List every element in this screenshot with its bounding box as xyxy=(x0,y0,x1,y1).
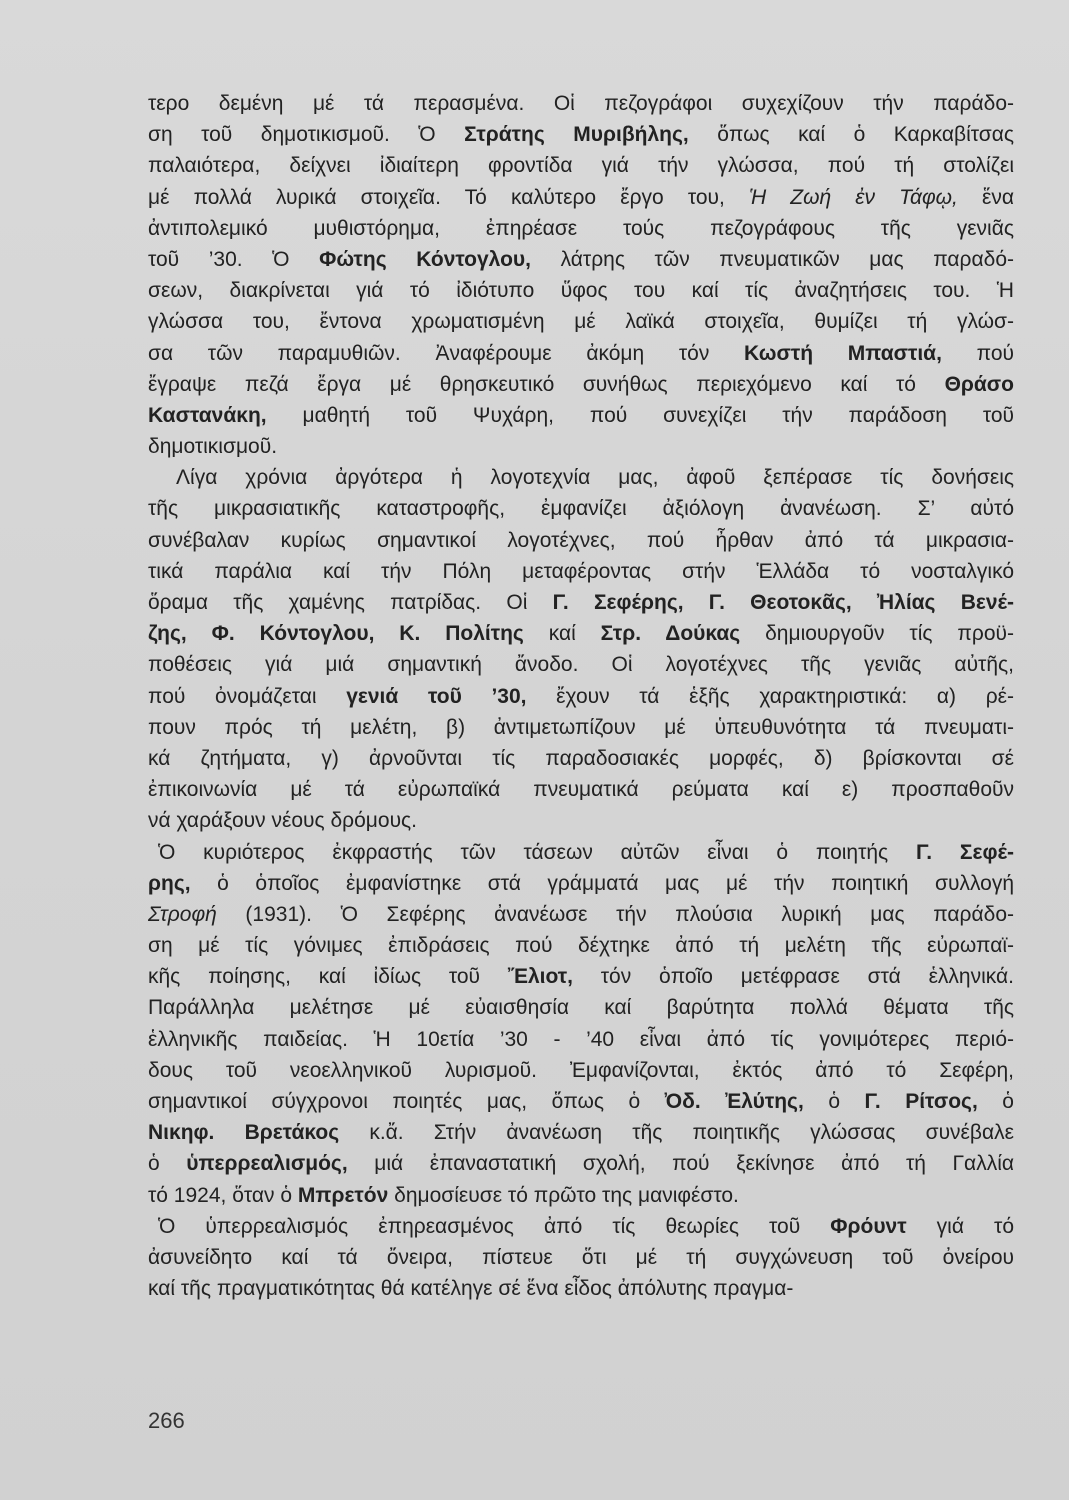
text-line xyxy=(148,681,1014,712)
text-run: γλώσσα του, ἔντονα χρωματισμένη μέ λαϊκά στοιχεῖα, θυμίζει τή γλώσ- xyxy=(148,310,1014,334)
bold-name: Στράτης Μυριβήλης, xyxy=(464,123,689,147)
text-line xyxy=(148,338,1014,369)
text-line xyxy=(148,805,1014,836)
text-line xyxy=(148,213,1014,244)
text-run: τό 1924, ὅταν ὁ xyxy=(148,1183,298,1207)
text-line xyxy=(148,369,1014,400)
text-line xyxy=(148,182,1014,213)
text-line xyxy=(148,1180,1014,1211)
text-line xyxy=(148,587,1014,618)
bold-name: γενιά τοῦ ’30, xyxy=(346,684,527,708)
text-run: σημαντικοί σύγχρονοι ποιητές μας, ὅπως ὁ xyxy=(148,1090,665,1113)
text-run: Λίγα χρόνια ἀργότερα ἡ λογοτεχνία μας, ἀφοῦ ξεπέρασε τίς δονήσεις xyxy=(176,466,1014,490)
text-run: πού xyxy=(941,341,1014,365)
text-run: ἐπικοινωνία μέ τά εὐρωπαϊκά πνευματικά ρεύματα καί ε) προσπαθοῦν xyxy=(148,778,1014,802)
text-run: ἀσυνείδητο καί τά ὄνειρα, πίστευε ὅτι μέ τή συγχώνευση τοῦ ὀνείρου xyxy=(148,1245,1014,1269)
bold-name: Φώτης Κόντογλου, xyxy=(319,247,531,271)
text-line xyxy=(148,868,1014,899)
bold-name: Μπρετόν xyxy=(297,1183,389,1207)
text-line xyxy=(148,556,1014,587)
bold-name: Ἔλιοτ, xyxy=(507,965,573,989)
text-line xyxy=(148,618,1014,649)
text-line xyxy=(148,1211,1014,1242)
text-line xyxy=(148,774,1014,805)
text-run: (1931). Ὁ Σεφέρης ἀνανέωσε τήν πλούσια λυρική μας παράδο- xyxy=(216,902,1014,926)
text-line xyxy=(148,837,1014,868)
text-line xyxy=(148,462,1014,493)
bold-name: Ὀδ. Ἐλύτης, xyxy=(664,1090,804,1113)
text-run: μέ πολλά λυρικά στοιχεῖα. Τό καλύτερο ἔργο του, xyxy=(148,185,749,209)
text-run: ὁ xyxy=(977,1090,1014,1113)
text-line xyxy=(148,1242,1014,1273)
text-run: κῆς ποίησης, καί ἰδίως τοῦ xyxy=(148,965,508,989)
text-run: μιά ἐπαναστατική σχολή, πού ξεκίνησε ἀπό τή Γαλλία xyxy=(347,1152,1015,1176)
text-line xyxy=(148,1148,1014,1179)
text-line xyxy=(148,1273,1014,1304)
text-line xyxy=(148,244,1014,275)
text-run: τοῦ ’30. Ὁ xyxy=(148,247,320,271)
text-run: ἔγραψε πεζά ἔργα μέ θρησκευτικό συνήθως περιεχόμενο καί τό xyxy=(148,372,945,396)
text-run: τερο δεμένη μέ τά περασμένα. Οἱ πεζογράφοι συχεχίζουν τήν παράδο- xyxy=(148,92,1014,115)
text-line xyxy=(148,150,1014,181)
text-run: ση μέ τίς γόνιμες ἐπιδράσεις πού δέχτηκε ἀπό τή μελέτη τῆς εὐρωπαϊ- xyxy=(148,934,1014,958)
text-line xyxy=(148,1024,1014,1055)
text-run: σα τῶν παραμυθιῶν. Ἀναφέρουμε ἀκόμη τόν xyxy=(148,341,745,365)
text-run: ἑλληνικῆς παιδείας. Ἡ 10ετία ’30 - ’40 εἶναι ἀπό τίς γονιμότερες περιό- xyxy=(148,1027,1014,1051)
text-line xyxy=(148,119,1014,150)
text-line xyxy=(148,88,1014,119)
bold-name: Καστανάκη, xyxy=(148,403,267,427)
bold-name: Κωστή Μπαστιά, xyxy=(744,341,942,365)
text-run: Ὁ κυριότερος ἐκφραστής τῶν τάσεων αὐτῶν εἶναι ὁ ποιητής xyxy=(158,840,916,864)
text-run: γιά τό xyxy=(906,1214,1014,1238)
text-line xyxy=(148,525,1014,556)
text-run: δημοσίευσε τό πρῶτο της μανιφέστο. xyxy=(388,1183,739,1207)
text-run: σεων, διακρίνεται γιά τό ἰδιότυπο ὕφος του καί τίς ἀναζητήσεις του. Ἡ xyxy=(148,279,1014,303)
text-run: ποθέσεις γιά μιά σημαντική ἄνοδο. Οἱ λογοτέχνες τῆς γενιᾶς αὐτῆς, xyxy=(148,653,1014,677)
text-run: Ὁ ὑπερρεαλισμός ἐπηρεασμένος ἀπό τίς θεωρίες τοῦ xyxy=(158,1214,831,1238)
text-run: παλαιότερα, δείχνει ἰδιαίτερη φροντίδα γιά τήν γλώσσα, πού τή στολίζει xyxy=(148,154,1014,178)
text-run: πού ὀνομάζεται xyxy=(148,684,347,708)
bold-name: Θράσο xyxy=(944,372,1014,396)
text-run: τόν ὁποῖο μετέφρασε στά ἑλληνικά. xyxy=(572,965,1014,989)
bold-name: Γ. Ρίτσος, xyxy=(864,1090,978,1113)
italic-title: Ἡ Ζωή ἐν Τάφῳ, xyxy=(748,185,958,209)
text-run: ἀντιπολεμικό μυθιστόρημα, ἐπηρέασε τούς πεζογράφους τῆς γενιᾶς xyxy=(148,216,1014,240)
text-line xyxy=(148,493,1014,524)
text-run: λάτρης τῶν πνευματικῶν μας παραδό- xyxy=(531,247,1014,271)
text-run: καί τῆς πραγματικότητας θά κατέληγε σέ ἕνα εἶδος ἀπόλυτης πραγμα- xyxy=(148,1277,794,1301)
text-run: ὁ xyxy=(148,1152,187,1176)
bold-name: Στρ. Δούκας xyxy=(600,622,741,646)
bold-name: Γ. Σεφέ- xyxy=(915,840,1014,864)
text-run: ὁ xyxy=(803,1090,865,1113)
text-run: ἔχουν τά ἑξῆς χαρακτηριστικά: α) ρέ- xyxy=(526,684,1014,708)
bold-name: Φρόυντ xyxy=(830,1214,907,1238)
bold-name: ρης, xyxy=(148,871,191,895)
text-run: μαθητή τοῦ Ψυχάρη, πού συνεχίζει τήν παράδοση τοῦ xyxy=(266,403,1014,427)
text-run: πουν πρός τή μελέτη, β) ἀντιμετωπίζουν μέ ὑπευθυνότητα τά πνευματι- xyxy=(148,715,1014,739)
text-line xyxy=(148,899,1014,930)
bold-name: Νικηφ. Βρετάκος xyxy=(148,1121,340,1145)
text-run: καί xyxy=(523,622,601,646)
text-run: ὁ ὁποῖος ἐμφανίστηκε στά γράμματά μας μέ τήν ποιητική συλλογή xyxy=(190,871,1014,895)
text-line xyxy=(148,275,1014,306)
text-run: Παράλληλα μελέτησε μέ εὐαισθησία καί βαρύτητα πολλά θέματα τῆς xyxy=(148,996,1014,1020)
text-line xyxy=(148,400,1014,431)
text-run: κά ζητήματα, γ) ἀρνοῦνται τίς παραδοσιακές μορφές, δ) βρίσκονται σέ xyxy=(148,746,1014,770)
text-line xyxy=(148,431,1014,462)
text-run: δημιουργοῦν τίς προϋ- xyxy=(740,622,1014,646)
text-line xyxy=(148,743,1014,774)
text-line xyxy=(148,930,1014,961)
text-line xyxy=(148,1086,1014,1117)
text-run: κ.ἄ. Στήν ἀνανέωση τῆς ποιητικῆς γλώσσας συνέβαλε xyxy=(339,1121,1014,1145)
text-run: ἕνα xyxy=(957,185,1014,209)
page-number: 266 xyxy=(148,1408,185,1433)
body-text xyxy=(148,88,1014,1304)
text-line xyxy=(148,712,1014,743)
text-line xyxy=(148,649,1014,680)
italic-title: Στροφή xyxy=(148,902,217,926)
text-run: συνέβαλαν κυρίως σημαντικοί λογοτέχνες, πού ἦρθαν ἀπό τά μικρασια- xyxy=(148,528,1014,552)
text-line xyxy=(148,306,1014,337)
bold-name: Γ. Σεφέρης, Γ. Θεοτοκᾶς, Ἠλίας Βενέ- xyxy=(552,591,1014,614)
text-run: τῆς μικρασιατικῆς καταστροφῆς, ἐμφανίζει ἀξιόλογη ἀνανέωση. Σ’ αὐτό xyxy=(148,497,1014,521)
text-line xyxy=(148,961,1014,992)
text-line xyxy=(148,1055,1014,1086)
bold-name: ζης, Φ. Κόντογλου, Κ. Πολίτης xyxy=(148,622,524,646)
text-run: δημοτικισμοῦ. xyxy=(148,435,278,459)
text-run: τικά παράλια καί τήν Πόλη μεταφέροντας στήν Ἑλλάδα τό νοσταλγικό xyxy=(148,559,1014,583)
text-run: νά χαράξουν νέους δρόμους. xyxy=(148,809,418,833)
bold-name: ὑπερρεαλισμός, xyxy=(186,1152,348,1176)
text-run: δους τοῦ νεοελληνικοῦ λυρισμοῦ. Ἐμφανίζονται, ἐκτός ἀπό τό Σεφέρη, xyxy=(148,1058,1014,1082)
text-run: ὅπως καί ὁ Καρκαβίτσας xyxy=(688,123,1014,147)
text-run: ὅραμα τῆς χαμένης πατρίδας. Οἱ xyxy=(148,591,553,614)
text-line xyxy=(148,1117,1014,1148)
text-line xyxy=(148,992,1014,1023)
text-run: ση τοῦ δημοτικισμοῦ. Ὁ xyxy=(148,123,465,147)
